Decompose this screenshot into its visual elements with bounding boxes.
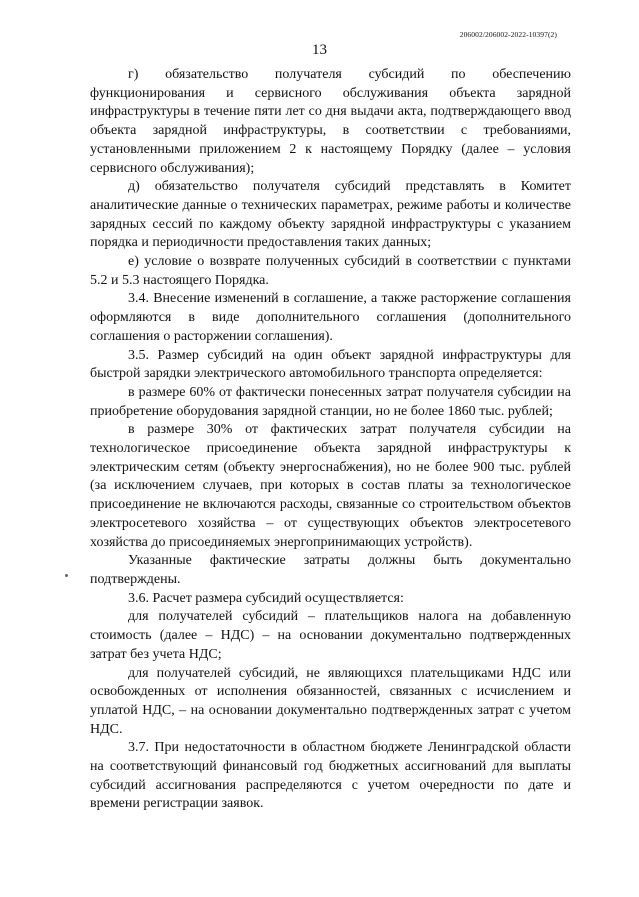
paragraph-3-5-connection: в размере 30% от фактических затрат получателя субсидии на технологическое присоединение объекта зарядной инфраструктуры к электрическим сетям (объекту энергоснабжения), но не более 900 тыс. рублей (за исключением случаев, при которых в состав платы за технологическое присоединение не включаются расходы, связанные со строительством объектов электросетевого хозяйства – от существующих объектов электросетевого хозяйства до присоединяемых энергопринимающих устройств). xyxy=(90,422,571,550)
paragraph-3-5-documented: Указанные фактические затраты должны быть документально подтверждены. xyxy=(90,553,571,587)
paragraph-e-refund-condition: е) условие о возврате полученных субсидий в соответствии с пунктами 5.2 и 5.3 настоящего Порядка. xyxy=(90,254,571,288)
document-body xyxy=(90,66,571,814)
paragraph-d-analytics-obligation: д) обязательство получателя субсидий представлять в Комитет аналитические данные о технических параметрах, режиме работы и количестве зарядных сессий по каждому объекту зарядной инфраструктуры с указанием порядка и периодичности предоставления таких данных; xyxy=(90,179,571,251)
paragraph-3-5: 3.5. Размер субсидий на один объект зарядной инфраструктуры для быстрой зарядки электрического автомобильного транспорта определяется: xyxy=(90,347,571,382)
paragraph-3-6-vat-payers: для получателей субсидий – плательщиков налога на добавленную стоимость (далее – НДС) – на основании документально подтвержденных затрат без учета НДС; xyxy=(90,609,571,662)
paragraph-3-5-equipment: в размере 60% от фактически понесенных затрат получателя субсидии на приобретение оборудования зарядной станции, но не более 1860 тыс. рублей; xyxy=(90,384,571,419)
page-number: 13 xyxy=(312,42,327,58)
scan-speck xyxy=(65,574,68,577)
paragraph-3-6: 3.6. Расчет размера субсидий осуществляется: xyxy=(128,590,404,606)
paragraph-3-6-non-vat-payers: для получателей субсидий, не являющихся плательщиками НДС или освобожденных от исполнения обязанностей, связанных с исчислением и уплатой НДС, – на основании документально подтвержденных затрат с учетом НДС. xyxy=(90,665,571,737)
registration-number: 206002/206002-2022-10397(2) xyxy=(459,30,557,39)
paragraph-3-4: 3.4. Внесение изменений в соглашение, а также расторжение соглашения оформляются в виде дополнительного соглашения (дополнительного соглашения о расторжении соглашения). xyxy=(90,291,571,344)
paragraph-3-7: 3.7. При недостаточности в областном бюджете Ленинградской области на соответствующий финансовый год бюджетных ассигнований для выплаты субсидий ассигнования распределяются с учетом очередности по дате и времени регистрации заявок. xyxy=(90,740,571,812)
paragraph-g-service-obligation: г) обязательство получателя субсидий по обеспечению функционирования и сервисного обслуживания объекта зарядной инфраструктуры в течение пяти лет со дня выдачи акта, подтверждающего ввод объекта зарядной инфраструктуры, в соответствии с требованиями, установленными приложением 2 к настоящему Порядку (далее – условия сервисного обслуживания); xyxy=(90,67,571,176)
